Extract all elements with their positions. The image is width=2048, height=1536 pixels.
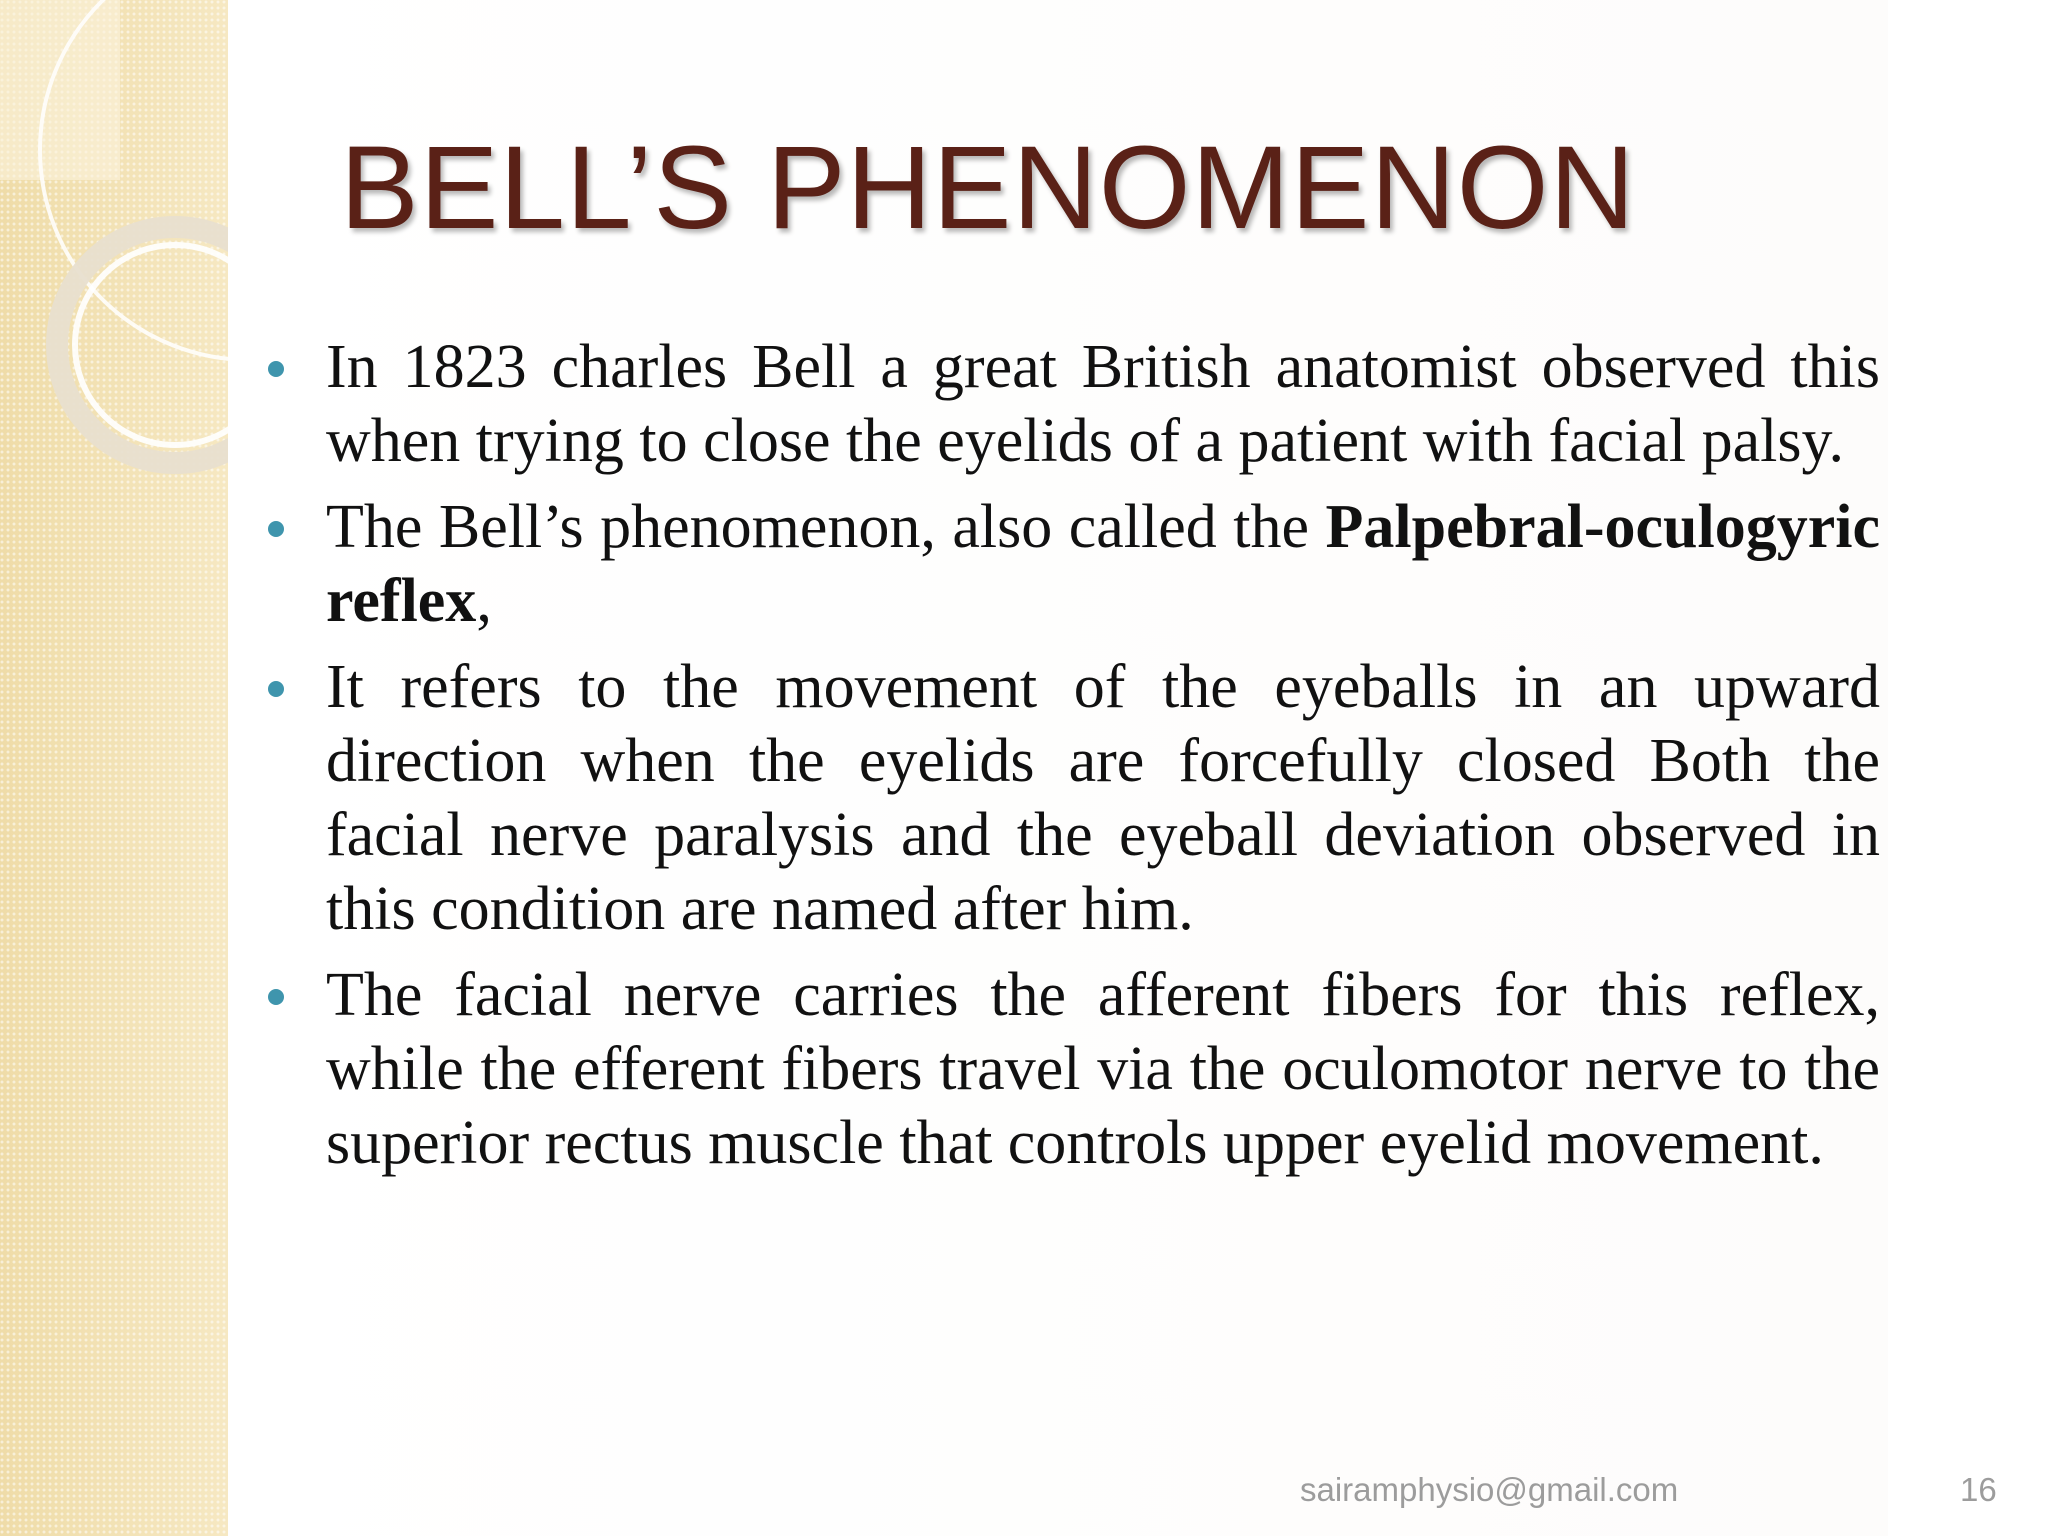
bullet-item [260, 650, 1880, 946]
bullet-dot-icon [268, 681, 284, 697]
footer-page-number: 16 [1960, 1471, 1997, 1508]
bullet-text: The facial nerve carries the afferent fibers for this reflex, while the efferent fibers travel via the oculomotor nerve to the superior rectus muscle that controls upper eyelid movement. [326, 961, 1880, 1177]
bullet-item [260, 958, 1880, 1180]
bullet-dot-icon [268, 521, 284, 537]
decorative-light-square [0, 0, 120, 180]
decorative-circles [0, 0, 260, 520]
footer-email: sairamphysio@gmail.com [1300, 1471, 1679, 1508]
bullet-item [260, 330, 1880, 478]
bullet-text-suffix: , [476, 567, 492, 635]
bullet-text: In 1823 charles Bell a great British anatomist observed this when trying to close the eyelids of a patient with facial palsy. [326, 333, 1880, 475]
bullet-list [260, 330, 1880, 1192]
bullet-item [260, 490, 1880, 638]
bullet-text: The Bell’s phenomenon, also called the [326, 493, 1326, 561]
slide-title: BELL’S PHENOMENON [340, 122, 1636, 254]
bullet-dot-icon [268, 989, 284, 1005]
bullet-bold-term: Palpebral-oculogyric reflex [326, 493, 1880, 635]
bullet-dot-icon [268, 361, 284, 377]
bullet-text: It refers to the movement of the eyeballs in an upward direction when the eyelids are forcefully closed Both the facial nerve paralysis and the eyeball deviation observed in this condition are named after him. [326, 653, 1880, 943]
